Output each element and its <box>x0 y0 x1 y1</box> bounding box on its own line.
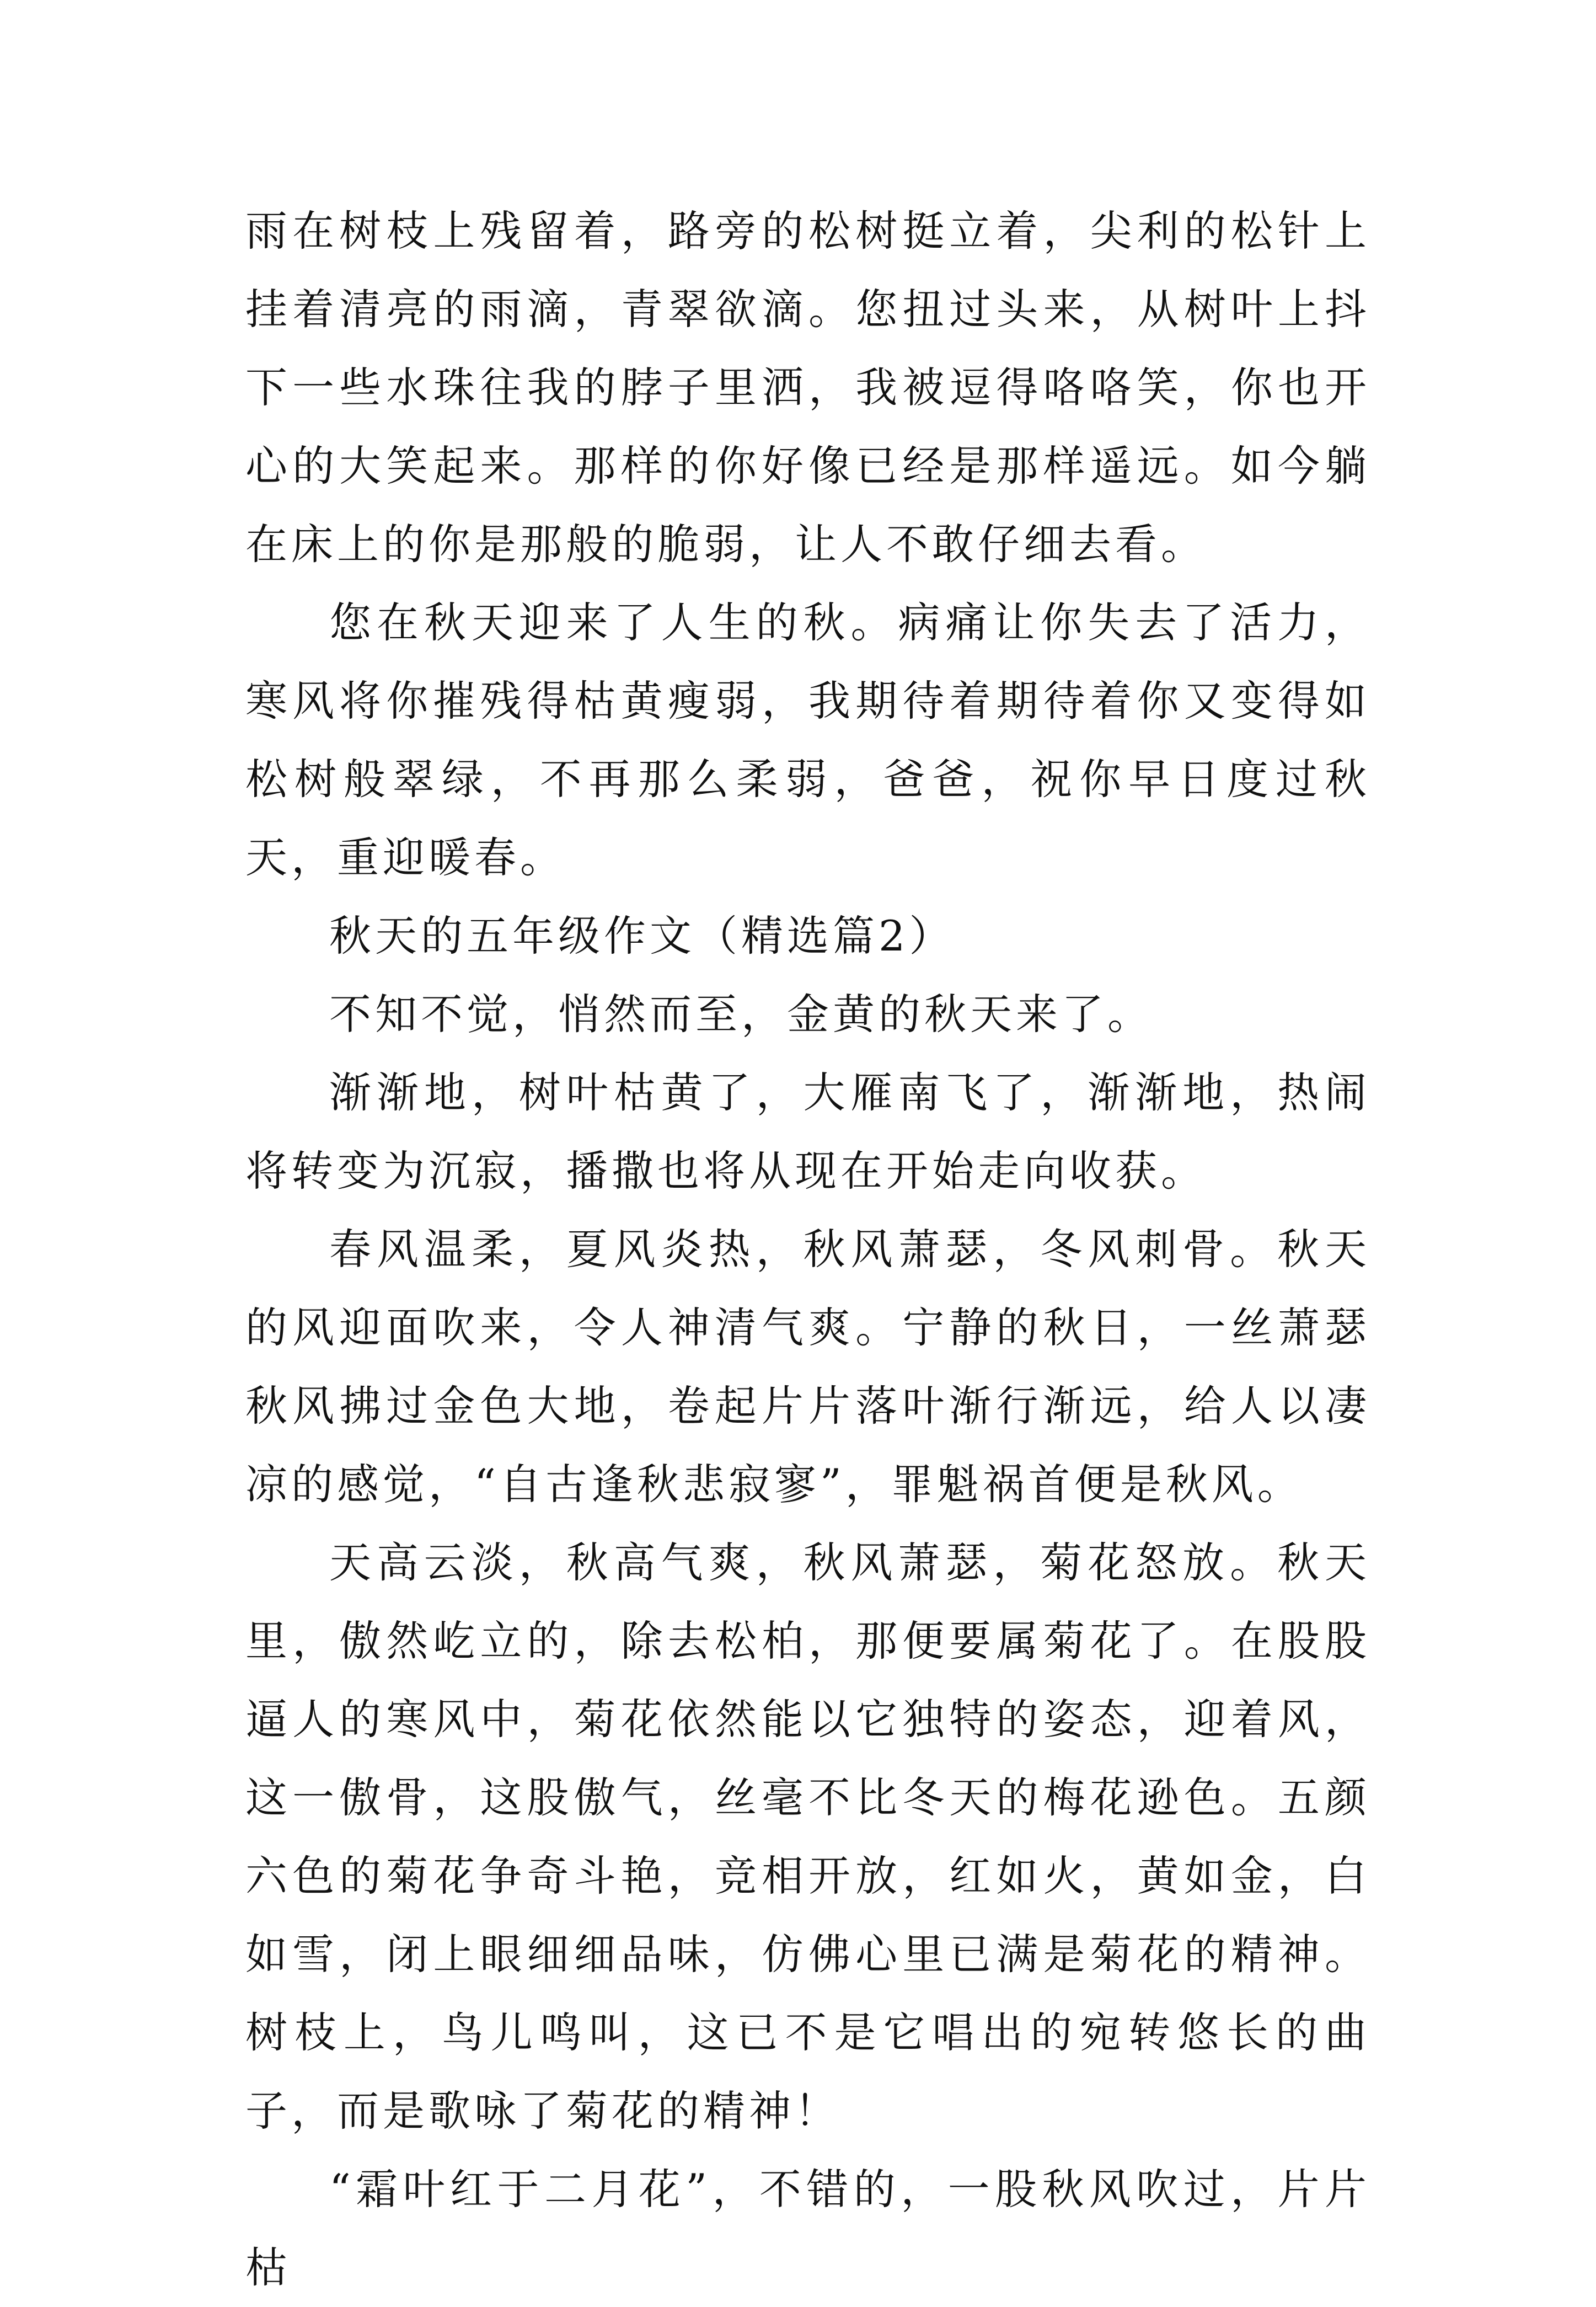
essay-body <box>245 192 1370 2307</box>
paragraph-2: 您在秋天迎来了人生的秋。病痛让你失去了活力，寒风将你摧残得枯黄瘦弱，我期待着期待着你又变得如松树般翠绿，不再那么柔弱，爸爸，祝你早日度过秋天，重迎暖春。 <box>245 598 1370 882</box>
section-heading: 秋天的五年级作文（精选篇2） <box>329 911 955 960</box>
paragraph-4: 渐渐地，树叶枯黄了，大雁南飞了，渐渐地，热闹将转变为沉寂，播撒也将从现在开始走向收获。 <box>245 1068 1370 1195</box>
paragraph-5: 春风温柔，夏风炎热，秋风萧瑟，冬风刺骨。秋天的风迎面吹来，令人神清气爽。宁静的秋日，一丝萧瑟秋风拂过金色大地，卷起片片落叶渐行渐远，给人以凄凉的感觉，“自古逢秋悲寂寥”，罪魁祸首便是秋风。 <box>245 1225 1370 1509</box>
paragraph-1: 雨在树枝上残留着，路旁的松树挺立着，尖利的松针上挂着清亮的雨滴，青翠欲滴。您扭过头来，从树叶上抖下一些水珠往我的脖子里洒，我被逗得咯咯笑，你也开心的大笑起来。那样的你好像已经是那样遥远。如今躺在床上的你是那般的脆弱，让人不敢仔细去看。 <box>245 206 1370 569</box>
paragraph-7: “霜叶红于二月花”，不错的，一股秋风吹过，片片枯 <box>245 2165 1370 2292</box>
paragraph-6: 天高云淡，秋高气爽，秋风萧瑟，菊花怒放。秋天里，傲然屹立的，除去松柏，那便要属菊花了。在股股逼人的寒风中，菊花依然能以它独特的姿态，迎着风，这一傲骨，这股傲气，丝毫不比冬天的梅花逊色。五颜六色的菊花争奇斗艳，竞相开放，红如火，黄如金，白如雪，闭上眼细细品味，仿佛心里已满是菊花的精神。树枝上，鸟儿鸣叫，这已不是它唱出的宛转悠长的曲子，而是歌咏了菊花的精神！ <box>245 1538 1370 2135</box>
paragraph-3: 不知不觉，悄然而至，金黄的秋天来了。 <box>329 990 1153 1039</box>
